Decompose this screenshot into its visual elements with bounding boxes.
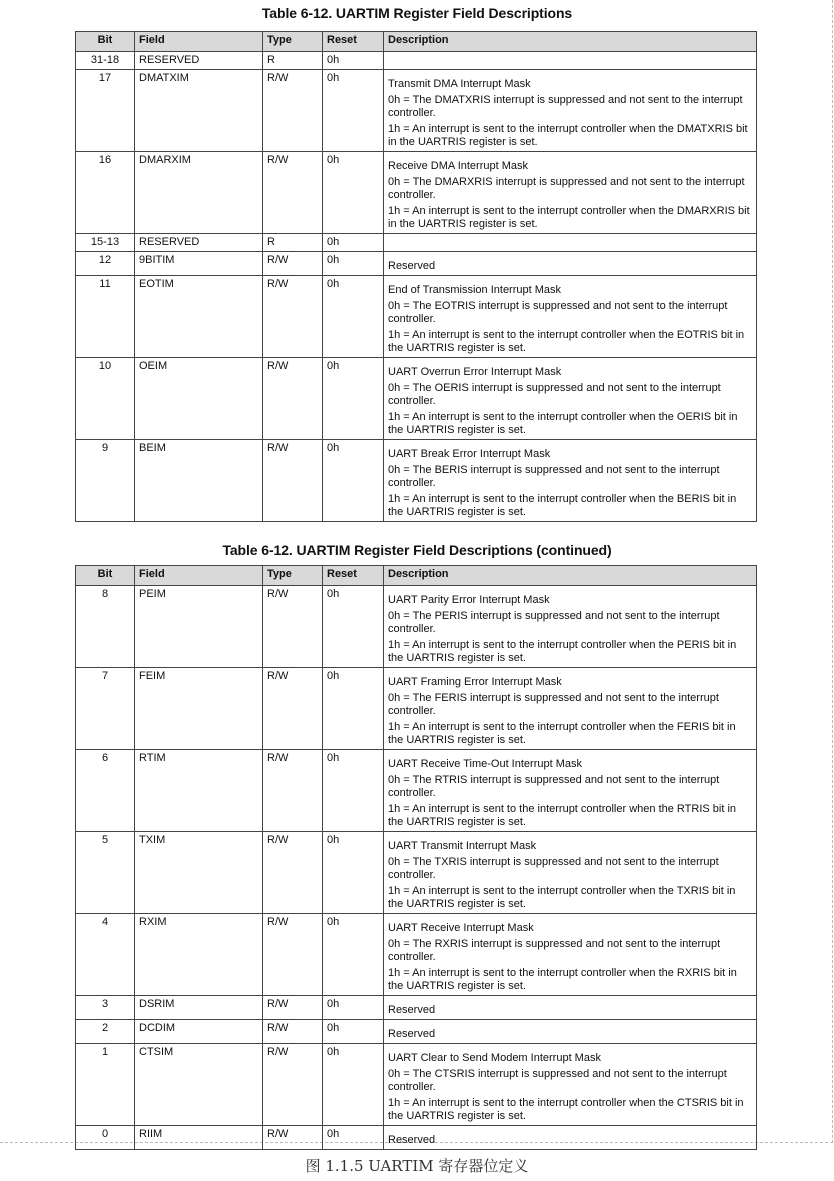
table-row (76, 358, 757, 440)
table-row (76, 996, 757, 1020)
description-line: 1h = An interrupt is sent to the interrupt controller when the BERIS bit in the UARTRIS register is set. (388, 493, 737, 518)
cell-field: DMATXIM (135, 70, 263, 152)
table-2-title: Table 6-12. UARTIM Register Field Descriptions (continued) (222, 542, 612, 558)
cell-bit: 16 (76, 152, 135, 234)
cell-type: R/W (263, 586, 323, 668)
cell-field: 9BITIM (135, 252, 263, 276)
cell-bit: 7 (76, 668, 135, 750)
description-line: 0h = The RTRIS interrupt is suppressed and not sent to the interrupt controller. (388, 774, 720, 799)
cell-type: R/W (263, 252, 323, 276)
cell-bit: 9 (76, 440, 135, 522)
register-table-1 (75, 31, 757, 522)
header-field: Field (135, 32, 263, 52)
cell-description (384, 70, 757, 152)
cell-reset: 0h (323, 996, 384, 1020)
description-heading: UART Break Error Interrupt Mask (388, 448, 551, 460)
cell-type: R/W (263, 750, 323, 832)
cell-bit: 12 (76, 252, 135, 276)
description-heading: UART Receive Interrupt Mask (388, 922, 534, 934)
description-line: 1h = An interrupt is sent to the interrupt controller when the OERIS bit in the UARTRIS register is set. (388, 411, 738, 436)
header-field: Field (135, 566, 263, 586)
cell-type: R/W (263, 996, 323, 1020)
cell-bit: 10 (76, 358, 135, 440)
cell-reset: 0h (323, 440, 384, 522)
cell-bit: 0 (76, 1126, 135, 1150)
cell-type: R (263, 234, 323, 252)
header-type: Type (263, 32, 323, 52)
cell-type: R/W (263, 440, 323, 522)
cell-bit: 17 (76, 70, 135, 152)
cell-reset: 0h (323, 358, 384, 440)
cell-description (384, 1020, 757, 1044)
cell-reset: 0h (323, 1126, 384, 1150)
cell-description (384, 996, 757, 1020)
register-table-2 (75, 565, 757, 1150)
description-line: 1h = An interrupt is sent to the interrupt controller when the PERIS bit in the UARTRIS register is set. (388, 639, 737, 664)
cell-reset: 0h (323, 252, 384, 276)
cell-field: RESERVED (135, 234, 263, 252)
cell-reset: 0h (323, 914, 384, 996)
header-bit: Bit (76, 566, 135, 586)
cell-field: DCDIM (135, 1020, 263, 1044)
header-reset: Reset (323, 566, 384, 586)
description-line: 1h = An interrupt is sent to the interrupt controller when the DMATXRIS bit in the UARTRIS register is set. (388, 123, 748, 148)
cell-field: DMARXIM (135, 152, 263, 234)
table-row (76, 52, 757, 70)
table-1-title: Table 6-12. UARTIM Register Field Descriptions (261, 5, 573, 21)
description-line: 1h = An interrupt is sent to the interrupt controller when the TXRIS bit in the UARTRIS register is set. (388, 885, 736, 910)
cell-description (384, 914, 757, 996)
cell-type: R/W (263, 152, 323, 234)
cell-reset: 0h (323, 52, 384, 70)
cell-bit: 5 (76, 832, 135, 914)
cell-reset: 0h (323, 152, 384, 234)
cell-field: RIIM (135, 1126, 263, 1150)
table-row (76, 586, 757, 668)
table-row (76, 914, 757, 996)
header-type: Type (263, 566, 323, 586)
cell-description (384, 252, 757, 276)
header-bit: Bit (76, 32, 135, 52)
table-row (76, 252, 757, 276)
cell-bit: 4 (76, 914, 135, 996)
cell-field: FEIM (135, 668, 263, 750)
cell-description (384, 52, 757, 70)
cell-type: R/W (263, 832, 323, 914)
cell-type: R/W (263, 276, 323, 358)
cell-reset: 0h (323, 276, 384, 358)
description-line: 0h = The DMARXRIS interrupt is suppressed and not sent to the interrupt controller. (388, 176, 745, 201)
description-heading: UART Clear to Send Modem Interrupt Mask (388, 1052, 601, 1064)
cell-bit: 1 (76, 1044, 135, 1126)
table-row (76, 152, 757, 234)
cell-field: EOTIM (135, 276, 263, 358)
cell-bit: 11 (76, 276, 135, 358)
cell-description (384, 586, 757, 668)
cell-type: R/W (263, 1126, 323, 1150)
description-line: 0h = The FERIS interrupt is suppressed and not sent to the interrupt controller. (388, 692, 719, 717)
cell-field: BEIM (135, 440, 263, 522)
description-heading: Reserved (388, 1004, 436, 1016)
table-header-row (76, 566, 757, 586)
description-heading: Reserved (388, 1134, 436, 1146)
cell-field: CTSIM (135, 1044, 263, 1126)
cell-field: DSRIM (135, 996, 263, 1020)
cell-reset: 0h (323, 832, 384, 914)
cell-description (384, 440, 757, 522)
description-line: 0h = The DMATXRIS interrupt is suppressed and not sent to the interrupt controller. (388, 94, 743, 119)
header-description: Description (384, 32, 757, 52)
description-line: 0h = The EOTRIS interrupt is suppressed and not sent to the interrupt controller. (388, 300, 728, 325)
cell-description (384, 276, 757, 358)
cell-field: RXIM (135, 914, 263, 996)
header-description: Description (384, 566, 757, 586)
table-header-row (76, 32, 757, 52)
cell-description (384, 234, 757, 252)
cell-type: R/W (263, 70, 323, 152)
description-line: 1h = An interrupt is sent to the interrupt controller when the DMARXRIS bit in the UARTRIS register is set. (388, 205, 750, 230)
cell-type: R/W (263, 1020, 323, 1044)
description-heading: UART Transmit Interrupt Mask (388, 840, 537, 852)
cell-bit: 6 (76, 750, 135, 832)
description-line: 1h = An interrupt is sent to the interrupt controller when the RXRIS bit in the UARTRIS register is set. (388, 967, 737, 992)
cell-description (384, 1044, 757, 1126)
cell-field: RTIM (135, 750, 263, 832)
description-line: 0h = The RXRIS interrupt is suppressed and not sent to the interrupt controller. (388, 938, 721, 963)
cell-bit: 8 (76, 586, 135, 668)
description-line: 1h = An interrupt is sent to the interrupt controller when the RTRIS bit in the UARTRIS register is set. (388, 803, 737, 828)
table-row (76, 440, 757, 522)
description-line: 1h = An interrupt is sent to the interrupt controller when the FERIS bit in the UARTRIS register is set. (388, 721, 736, 746)
cell-reset: 0h (323, 750, 384, 832)
description-line: 1h = An interrupt is sent to the interrupt controller when the CTSRIS bit in the UARTRIS register is set. (388, 1097, 744, 1122)
table-row (76, 668, 757, 750)
description-heading: Reserved (388, 260, 436, 272)
description-heading: Transmit DMA Interrupt Mask (388, 78, 531, 90)
cell-type: R/W (263, 914, 323, 996)
cell-bit: 31-18 (76, 52, 135, 70)
description-line: 0h = The BERIS interrupt is suppressed and not sent to the interrupt controller. (388, 464, 720, 489)
cell-type: R/W (263, 668, 323, 750)
description-heading: UART Framing Error Interrupt Mask (388, 676, 562, 688)
cell-type: R/W (263, 358, 323, 440)
cell-reset: 0h (323, 668, 384, 750)
cell-field: TXIM (135, 832, 263, 914)
description-line: 0h = The CTSRIS interrupt is suppressed and not sent to the interrupt controller. (388, 1068, 727, 1093)
cell-reset: 0h (323, 70, 384, 152)
table-row (76, 276, 757, 358)
cell-type: R (263, 52, 323, 70)
description-heading: UART Parity Error Interrupt Mask (388, 594, 550, 606)
table-row (76, 234, 757, 252)
description-line: 0h = The PERIS interrupt is suppressed and not sent to the interrupt controller. (388, 610, 720, 635)
description-line: 0h = The TXRIS interrupt is suppressed and not sent to the interrupt controller. (388, 856, 719, 881)
cell-bit: 15-13 (76, 234, 135, 252)
cell-field: OEIM (135, 358, 263, 440)
table-row (76, 832, 757, 914)
description-heading: Reserved (388, 1028, 436, 1040)
cell-description (384, 1126, 757, 1150)
cell-reset: 0h (323, 1044, 384, 1126)
cell-field: PEIM (135, 586, 263, 668)
cell-bit: 3 (76, 996, 135, 1020)
cell-type: R/W (263, 1044, 323, 1126)
description-heading: UART Receive Time-Out Interrupt Mask (388, 758, 582, 770)
cell-description (384, 832, 757, 914)
cell-reset: 0h (323, 234, 384, 252)
description-heading: Receive DMA Interrupt Mask (388, 160, 528, 172)
table-row (76, 1044, 757, 1126)
cell-reset: 0h (323, 1020, 384, 1044)
cell-reset: 0h (323, 586, 384, 668)
table-row (76, 1020, 757, 1044)
cell-description (384, 358, 757, 440)
description-heading: End of Transmission Interrupt Mask (388, 284, 562, 296)
description-line: 0h = The OERIS interrupt is suppressed and not sent to the interrupt controller. (388, 382, 721, 407)
cell-description (384, 750, 757, 832)
description-heading: UART Overrun Error Interrupt Mask (388, 366, 562, 378)
cell-description (384, 668, 757, 750)
table-row (76, 1126, 757, 1150)
cell-field: RESERVED (135, 52, 263, 70)
table-row (76, 70, 757, 152)
description-line: 1h = An interrupt is sent to the interrupt controller when the EOTRIS bit in the UARTRIS register is set. (388, 329, 745, 354)
cell-description (384, 152, 757, 234)
figure-caption: 图 1.1.5 UARTIM 寄存器位定义 (305, 1157, 529, 1175)
cell-bit: 2 (76, 1020, 135, 1044)
table-row (76, 750, 757, 832)
header-reset: Reset (323, 32, 384, 52)
